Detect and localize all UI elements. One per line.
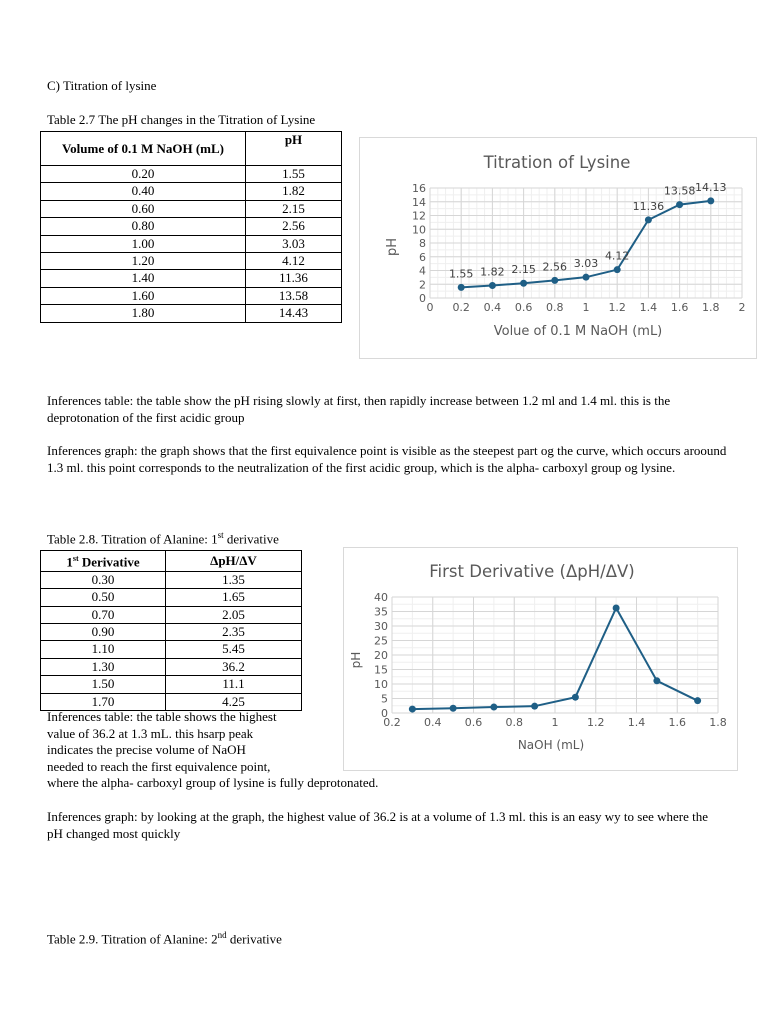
y-tick-label: 5 [381,692,388,706]
y-tick-label: 15 [374,663,388,677]
table-28-caption [47,527,279,547]
table-27-row [41,218,342,235]
data-label: 11.36 [632,199,665,213]
table-27-caption: Table 2.7 The pH changes in the Titration of Lysine [47,112,316,127]
x-tick-label: 0.2 [452,301,470,314]
data-point [694,697,701,704]
table-28-row [41,676,302,693]
x-tick-label: 1 [582,301,590,314]
table-cell: 1.70 [41,693,166,710]
inference-table-2-line: needed to reach the first equivalence point, [47,758,271,774]
data-point [489,282,496,289]
x-tick-label: 1.6 [670,301,689,314]
x-tick-label: 0.4 [483,301,502,314]
table-cell: 1.40 [41,270,246,287]
data-label: 14.13 [695,180,727,194]
table-cell: 1.00 [41,235,246,252]
x-tick-label: 2 [738,301,746,314]
table-27-row [41,166,342,183]
table-cell: 0.40 [41,183,246,200]
x-tick-label: 0.8 [546,301,564,314]
table-cell: 14.43 [246,305,342,322]
table-29-caption-text: Table 2.9. Titration of Alanine: 2 [47,931,218,947]
data-label: 1.82 [480,265,505,279]
table-28-header-derivative: 1st Derivative [41,551,166,572]
table-27-row [41,305,342,322]
x-tick-label: 1.6 [668,716,686,729]
table-28-row [41,623,302,640]
table-cell: 1.60 [41,287,246,304]
data-label: 1.55 [448,267,474,281]
data-point [450,705,457,712]
chart-title: First Derivative (ΔpH/ΔV) [429,562,635,581]
y-tick-label: 10 [374,678,388,691]
table-cell: 1.10 [41,641,166,658]
data-point [613,605,620,612]
table-28-row [41,571,302,588]
data-label: 2.15 [511,263,536,277]
table-cell: 11.1 [166,676,302,693]
table-27-header-volume: Volume of 0.1 M NaOH (mL) [41,132,246,166]
table-27-row [41,200,342,217]
table-27 [40,131,342,323]
x-tick-label: 1.2 [587,716,605,729]
table-cell: 2.56 [246,218,342,235]
table-cell: 1.82 [246,183,342,200]
y-tick-label: 0 [419,292,426,305]
y-tick-label: 4 [419,264,426,278]
x-tick-label: 1.2 [608,301,626,314]
data-point [409,706,416,713]
table-cell: 2.35 [166,623,302,640]
data-point [490,704,497,711]
data-point [707,197,714,204]
table-28-row [41,606,302,623]
table-28-row [41,658,302,675]
data-point [572,694,579,701]
table-27-row [41,235,342,252]
data-point [614,266,621,273]
x-tick-label: 1.4 [627,716,646,729]
table-cell: 0.60 [41,200,246,217]
lysine-titration-chart [360,138,756,358]
y-tick-label: 14 [412,195,426,209]
y-tick-label: 40 [374,591,388,604]
data-point [531,703,538,710]
table-cell: 0.70 [41,606,166,623]
table-cell: 36.2 [166,658,302,675]
table-27-row [41,183,342,200]
table-28 [40,550,302,711]
inference-table-2 [47,709,378,792]
y-tick-label: 2 [419,278,426,292]
data-point [653,677,660,684]
table-28-caption-tail: derivative [223,531,279,547]
table-28-row [41,693,302,710]
x-tick-label: 0.2 [383,716,401,729]
data-label: 13.58 [663,184,696,198]
table-cell: 13.58 [246,287,342,304]
table-cell: 2.05 [166,606,302,623]
table-cell: 0.50 [41,589,166,606]
data-point [583,274,590,281]
table-cell: 1.35 [166,571,302,588]
table-cell: 1.30 [41,658,166,675]
table-28-header-dph-dv: ΔpH/ΔV [166,551,302,572]
table-27-row [41,270,342,287]
data-label: 3.03 [573,257,599,271]
y-tick-label: 35 [374,605,388,619]
inference-table-1: Inferences table: the table show the pH rising slowly at first, then rapidly increase between 1.2 ml and 1.4 ml. this is the deprotonation of the first acidic group [47,393,671,425]
y-tick-label: 0 [381,707,388,720]
x-tick-label: 0.6 [464,716,483,729]
x-tick-label: 0.8 [505,716,523,729]
chart-title: Titration of Lysine [483,153,631,172]
table-cell: 11.36 [246,270,342,287]
table-cell: 0.30 [41,571,166,588]
y-tick-label: 12 [412,209,426,223]
derivative-chart-container [343,547,738,771]
table-cell: 1.55 [246,166,342,183]
y-tick-label: 6 [419,250,426,264]
table-27-header-ph: pH [246,132,342,166]
data-point [645,216,652,223]
inference-graph-1: Inferences graph: the graph shows that the first equivalence point is visible as the steepest part og the curve, which occurs aroound 1.3 ml. this point corresponds to the neutralization of the first acidic group, which is the alpha- carboxyl group og lysine. [47,443,727,475]
data-point [458,284,465,291]
x-tick-label: 1 [551,716,559,729]
data-point [551,277,558,284]
first-derivative-chart [344,548,737,770]
table-cell: 0.90 [41,623,166,640]
lysine-chart-container [359,137,757,359]
x-tick-label: 1.4 [639,301,658,314]
table-cell: 1.50 [41,676,166,693]
table-cell: 0.80 [41,218,246,235]
x-tick-label: 0.4 [424,716,442,729]
y-tick-label: 25 [374,634,388,648]
y-tick-label: 30 [374,620,388,633]
data-label: 4.12 [604,249,630,263]
inference-table-2-line: value of 36.2 at 1.3 mL. this hsarp peak [47,725,254,741]
table-27-row [41,253,342,270]
table-28-row [41,641,302,658]
table-29-caption-tail: derivative [226,931,282,947]
table-28-caption-text: Table 2.8. Titration of Alanine: 1 [47,531,218,547]
table-cell: 1.65 [166,589,302,606]
x-tick-label: 0 [426,301,434,314]
y-axis-label: pH [385,237,400,257]
inference-table-2-line: Inferences table: the table shows the highest [47,709,277,724]
y-tick-label: 16 [412,182,426,195]
table-28-caption-sup: st [217,530,224,540]
inference-table-2-line: indicates the precise volume of NaOH [47,742,246,757]
x-tick-label: 0.6 [514,301,533,314]
table-cell: 0.20 [41,166,246,183]
section-heading: C) Titration of lysine [47,78,157,93]
table-29-caption [47,927,282,947]
x-tick-label: 1.8 [702,301,720,314]
table-cell: 4.25 [166,693,302,710]
x-axis-label: NaOH (mL) [517,738,585,752]
inference-table-2-line: where the alpha- carboxyl group of lysine is fully deprotonated. [47,775,379,790]
data-point [520,280,527,287]
y-tick-label: 20 [374,649,388,662]
table-29-caption-sup: nd [217,930,227,940]
data-point [676,201,683,208]
table-cell: 3.03 [246,235,342,252]
y-tick-label: 10 [412,223,426,237]
table-cell: 4.12 [246,253,342,270]
x-tick-label: 1.8 [709,716,727,729]
table-27-row [41,287,342,304]
table-cell: 5.45 [166,641,302,658]
y-axis-label: pH [349,651,363,669]
x-axis-label: Volue of 0.1 M NaOH (mL) [493,324,663,339]
table-cell: 1.20 [41,253,246,270]
table-cell: 2.15 [246,200,342,217]
y-tick-label: 8 [419,237,426,250]
data-label: 2.56 [542,260,568,274]
table-cell: 1.80 [41,305,246,322]
inference-graph-2: Inferences graph: by looking at the graph, the highest value of 36.2 is at a volume of 1.3 ml. this is an easy wy to see where the pH changed most quickly [47,809,709,841]
table-28-row [41,589,302,606]
